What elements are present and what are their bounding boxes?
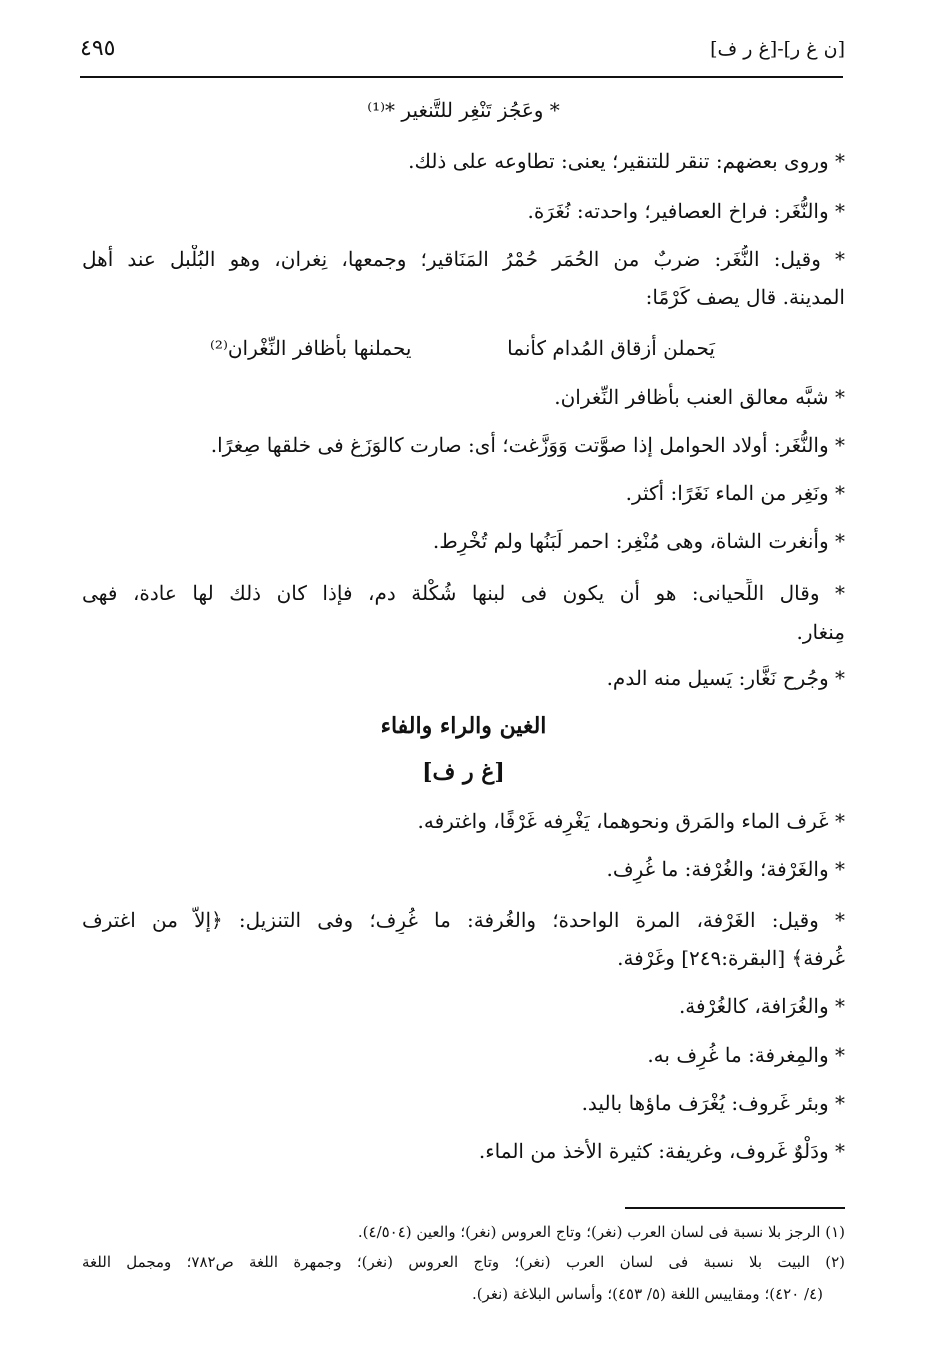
text-line: * وأنغرت الشاة، وهى مُنْغِر: احمر لَبَنُها ولم تُخْرِط. — [432, 529, 845, 553]
text-line: * وروى بعضهم: تنقر للتنقير؛ يعنى: تطاوعه على ذلك. — [408, 149, 845, 173]
root-title: [غ ر ف] — [422, 759, 505, 785]
footnote-rule — [625, 1207, 845, 1209]
verse-first-hemistich: يَحملن أزقاق المُدام كأنما — [507, 336, 715, 360]
verse-second-hemistich: يحملنها بأظافر النِّغْران⁽²⁾ — [210, 336, 412, 360]
text-line: مِنغار. — [796, 620, 845, 644]
text-line: * وقيل: النُّغَر: ضربٌ من الحُمَر حُمْرُ المَنَاقير؛ وجمعها، نِغران، وهو البُلْبل عند أهل — [82, 247, 845, 271]
text-line: * وجُرح نَغَّار: يَسيل منه الدم. — [606, 666, 845, 690]
header-rule — [80, 76, 843, 78]
verse-fragment: * وعَجُز تَنْغِر للتَّنغير *⁽¹⁾ — [367, 98, 560, 122]
text-line: * والمِغرفة: ما غُرِف به. — [647, 1043, 845, 1067]
footnote-2-continued: (٤/ ٤٢٠)؛ ومقاييس اللغة (٥/ ٤٥٣)؛ وأساس البلاغة (نغر). — [471, 1285, 823, 1303]
text-line: * غَرف الماء والمَرق ونحوهما، يَغْرِفه غَرْفًا، واغترفه. — [417, 809, 845, 833]
text-line: غُرفة﴾ [البقرة:٢٤٩] وغَرْفة. — [617, 946, 845, 970]
text-line: * والنُّغَر: فراخ العصافير؛ واحدته: نُغَرَة. — [527, 199, 845, 223]
text-line: * وقيل: الغَرْفة، المرة الواحدة؛ والغُرفة: ما غُرِف؛ وفى التنزيل: ﴿إلاَّ من اغترف — [82, 908, 845, 932]
page-number: ٤٩٥ — [80, 36, 116, 61]
text-line: * والغَرْفة؛ والغُرْفة: ما غُرِف. — [606, 857, 845, 881]
footnote-1: (١) الرجز بلا نسبة فى لسان العرب (نغر)؛ وتاج العروس (نغر)؛ والعين (٤/٥٠٤). — [357, 1223, 845, 1241]
text-line: * ونَغِر من الماء نَغَرًا: أكثر. — [625, 481, 845, 505]
text-line: * والنُّغَر: أولاد الحوامل إذا صوَّتت وَوَزَّغت؛ أى: صارت كالوَزَغ فى خلقها صِغرًا. — [210, 433, 845, 457]
footnote-2: (٢) البيت بلا نسبة فى لسان العرب (نغر)؛ وتاج العروس (نغر)؛ وجمهرة اللغة ص٧٨٢؛ ومجمل اللغة — [82, 1253, 845, 1271]
section-title: الغين والراء والفاء — [380, 713, 547, 739]
text-line: * شبَّه معالق العنب بأظافر النِّغران. — [554, 385, 845, 409]
running-head: [ن غ ر]-[غ ر ف] — [710, 38, 845, 60]
text-line: * ودَلْوٌ غَروف، وغريفة: كثيرة الأخذ من الماء. — [478, 1139, 845, 1163]
page-header — [80, 36, 845, 70]
text-line: * وقال اللِّحيانى: هو أن يكون فى لبنها شُكْلة دم، فإذا كان ذلك لها عادة، فهى — [82, 581, 845, 605]
text-line: المدينة. قال يصف كَرْمًا: — [645, 285, 845, 309]
text-line: * وبئر غَروف: يُغْرَف ماؤها باليد. — [581, 1091, 845, 1115]
text-line: * والغُرَافة، كالغُرْفة. — [678, 994, 845, 1018]
